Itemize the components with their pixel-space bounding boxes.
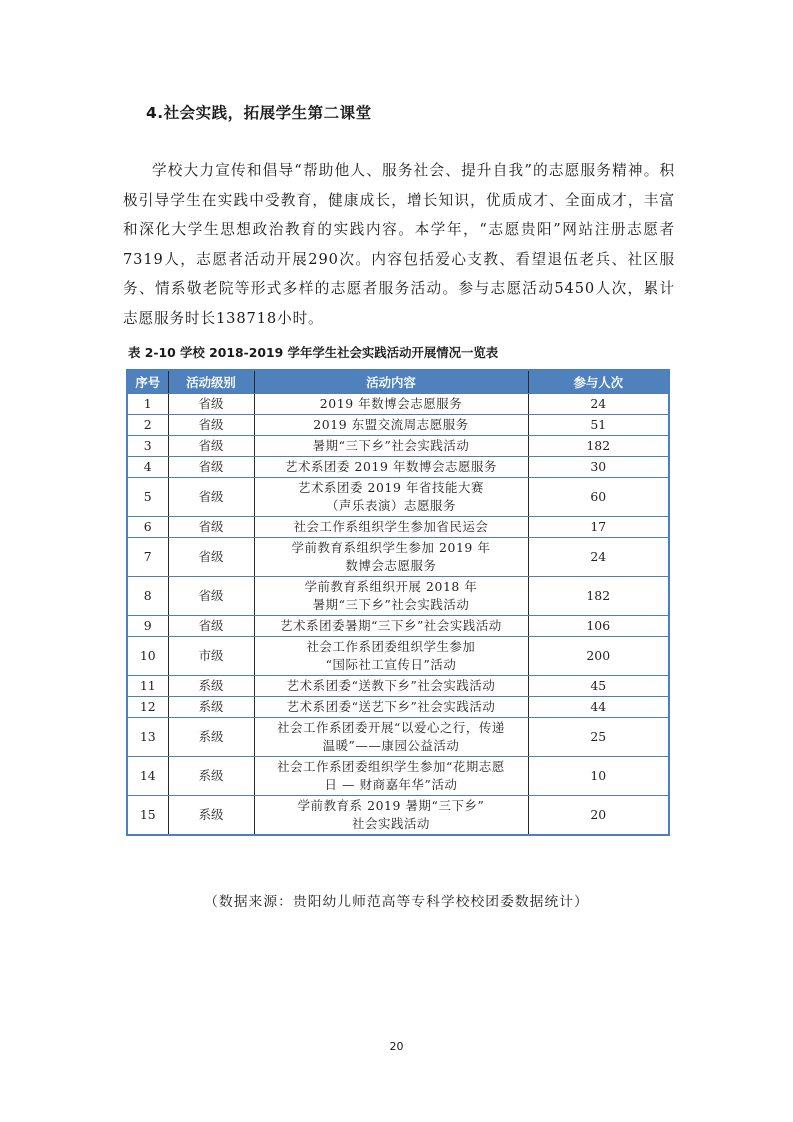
table-row — [127, 538, 669, 577]
activities-table — [126, 369, 670, 836]
table-row — [127, 697, 669, 718]
row-level: 系级 — [168, 697, 254, 718]
header-content: 活动内容 — [254, 370, 528, 394]
row-content: 艺术系团委“送艺下乡”社会实践活动 — [254, 697, 528, 718]
row-content: 2019 年数博会志愿服务 — [254, 394, 528, 415]
row-level: 省级 — [168, 577, 254, 616]
row-content: 艺术系团委 2019 年数博会志愿服务 — [254, 457, 528, 478]
row-level: 省级 — [168, 415, 254, 436]
table-row — [127, 394, 669, 415]
row-number: 6 — [127, 517, 168, 538]
row-number: 15 — [127, 796, 168, 836]
row-content: 社会工作系组织学生参加省民运会 — [254, 517, 528, 538]
row-level: 省级 — [168, 538, 254, 577]
table-row — [127, 415, 669, 436]
row-count: 30 — [528, 457, 669, 478]
row-number: 4 — [127, 457, 168, 478]
table-row — [127, 757, 669, 796]
table-row — [127, 796, 669, 836]
table-row — [127, 517, 669, 538]
row-content: 社会工作系团委开展“以爱心之行，传递 温暖”——康园公益活动 — [254, 718, 528, 757]
table-row — [127, 457, 669, 478]
table-caption: 表 2-10 学校 2018-2019 学年学生社会实践活动开展情况一览表 — [128, 345, 499, 360]
row-level: 市级 — [168, 637, 254, 676]
row-content: 社会工作系团委组织学生参加 “国际社工宣传日”活动 — [254, 637, 528, 676]
table-row — [127, 616, 669, 637]
row-level: 省级 — [168, 436, 254, 457]
row-count: 44 — [528, 697, 669, 718]
row-number: 14 — [127, 757, 168, 796]
row-level: 系级 — [168, 796, 254, 836]
row-content: 2019 东盟交流周志愿服务 — [254, 415, 528, 436]
row-number: 1 — [127, 394, 168, 415]
body-paragraph: 学校大力宣传和倡导“帮助他人、服务社会、提升自我”的志愿服务精神。积极引导学生在实践中受教育，健康成长，增长知识，优质成才、全面成才，丰富和深化大学生思想政治教育的实践内容。本学年，“志愿贵阳”网站注册志愿者7319人，志愿者活动开展290次。内容包括爱心支教、看望退伍老兵、社区服务、情系敬老院等形式多样的志愿者服务活动。参与志愿活动5450人次，累计志愿服务时长138718小时。 — [123, 162, 675, 327]
row-content: 艺术系团委 2019 年省技能大赛 （声乐表演）志愿服务 — [254, 478, 528, 517]
row-number: 5 — [127, 478, 168, 517]
table-row — [127, 577, 669, 616]
row-level: 系级 — [168, 676, 254, 697]
row-number: 7 — [127, 538, 168, 577]
table-row — [127, 478, 669, 517]
row-content: 艺术系团委暑期“三下乡”社会实践活动 — [254, 616, 528, 637]
row-count: 17 — [528, 517, 669, 538]
data-source-note: （数据来源：贵阳幼儿师范高等专科学校校团委数据统计） — [204, 894, 589, 910]
row-count: 25 — [528, 718, 669, 757]
table-row — [127, 436, 669, 457]
row-content: 社会工作系团委组织学生参加“花期志愿 日 — 财商嘉年华”活动 — [254, 757, 528, 796]
row-level: 系级 — [168, 718, 254, 757]
row-level: 省级 — [168, 478, 254, 517]
row-content: 学前教育系 2019 暑期“三下乡” 社会实践活动 — [254, 796, 528, 836]
row-number: 10 — [127, 637, 168, 676]
row-count: 24 — [528, 394, 669, 415]
page-number: 20 — [389, 1040, 404, 1053]
row-count: 106 — [528, 616, 669, 637]
row-level: 省级 — [168, 457, 254, 478]
row-content: 学前教育系组织学生参加 2019 年 数博会志愿服务 — [254, 538, 528, 577]
header-no: 序号 — [127, 370, 168, 394]
row-number: 3 — [127, 436, 168, 457]
table-header-row — [127, 370, 669, 394]
section-heading: 4.社会实践，拓展学生第二课堂 — [146, 104, 372, 122]
row-level: 省级 — [168, 517, 254, 538]
row-count: 20 — [528, 796, 669, 836]
table-row — [127, 718, 669, 757]
row-number: 2 — [127, 415, 168, 436]
row-number: 8 — [127, 577, 168, 616]
table-row — [127, 676, 669, 697]
row-level: 省级 — [168, 394, 254, 415]
row-number: 11 — [127, 676, 168, 697]
row-content: 艺术系团委“送教下乡”社会实践活动 — [254, 676, 528, 697]
row-level: 系级 — [168, 757, 254, 796]
row-number: 9 — [127, 616, 168, 637]
row-number: 12 — [127, 697, 168, 718]
table-row — [127, 637, 669, 676]
row-count: 60 — [528, 478, 669, 517]
row-content: 学前教育系组织开展 2018 年 暑期“三下乡”社会实践活动 — [254, 577, 528, 616]
row-content: 暑期“三下乡”社会实践活动 — [254, 436, 528, 457]
row-count: 182 — [528, 577, 669, 616]
row-count: 182 — [528, 436, 669, 457]
row-count: 24 — [528, 538, 669, 577]
row-number: 13 — [127, 718, 168, 757]
row-count: 45 — [528, 676, 669, 697]
header-count: 参与人次 — [528, 370, 669, 394]
header-level: 活动级别 — [168, 370, 254, 394]
row-count: 200 — [528, 637, 669, 676]
row-count: 51 — [528, 415, 669, 436]
row-count: 10 — [528, 757, 669, 796]
row-level: 省级 — [168, 616, 254, 637]
